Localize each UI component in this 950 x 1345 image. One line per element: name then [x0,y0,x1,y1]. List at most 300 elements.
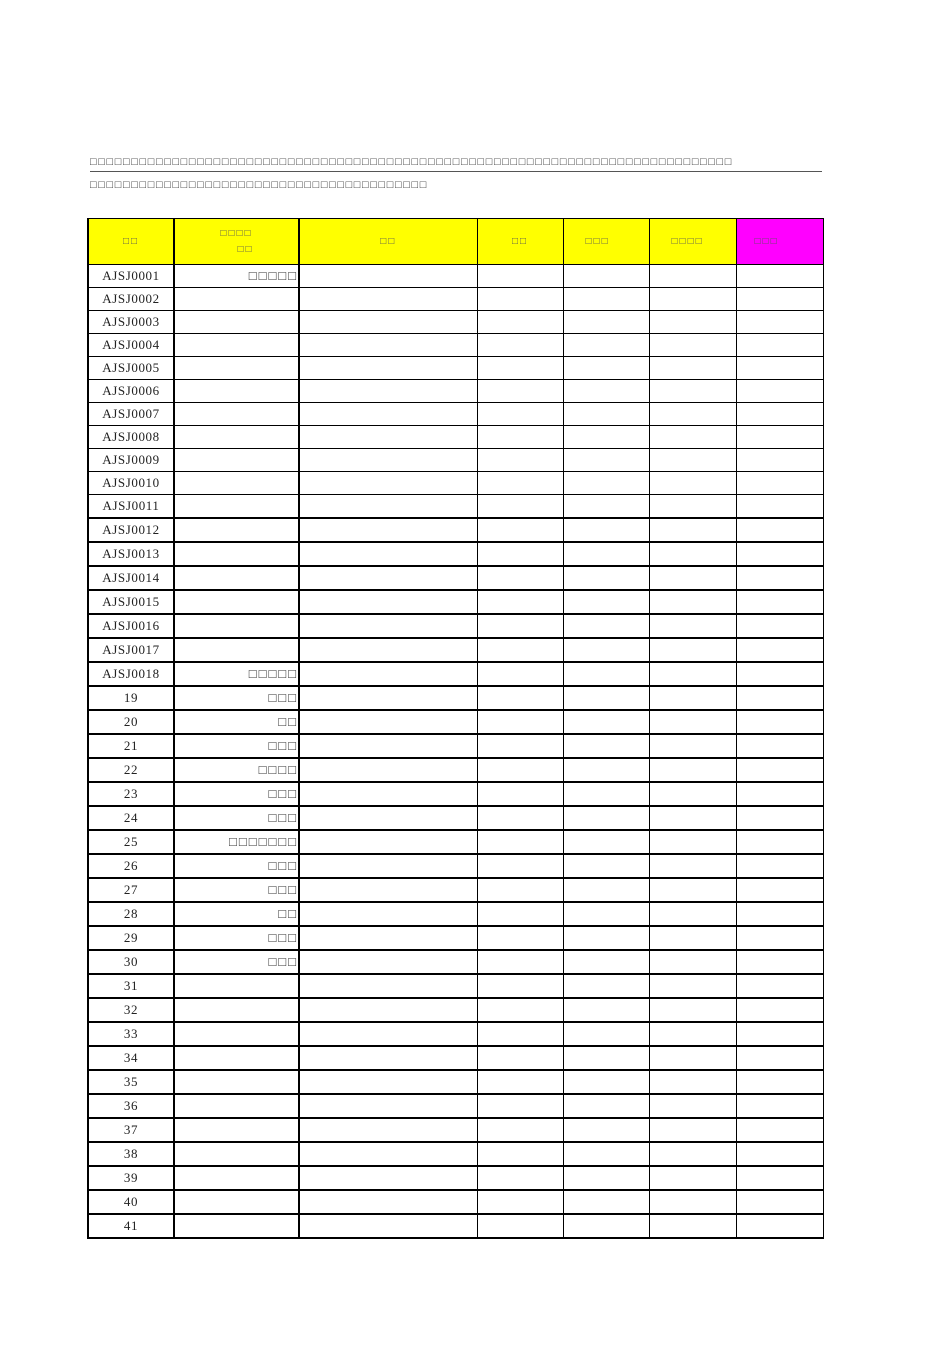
row-code-cell: AJSJ0006 [88,380,174,403]
row-category-cell: □□□□□□□ [174,830,299,854]
row-category-cell [174,311,299,334]
row-empty-cell [299,758,477,782]
row-empty-cell [649,590,736,614]
row-empty-cell [649,1118,736,1142]
header-col-1-label: □□ [122,236,140,247]
row-empty-cell [563,998,649,1022]
row-category-cell [174,334,299,357]
row-empty-cell [563,758,649,782]
row-empty-cell [563,1094,649,1118]
row-code-cell: 23 [88,782,174,806]
row-empty-cell [477,1070,563,1094]
table-row [88,830,823,854]
header-col-5-label: □□□ [585,236,610,247]
row-empty-cell [299,806,477,830]
header-col-2 [174,219,299,265]
row-code-cell: 22 [88,758,174,782]
row-empty-cell [736,1166,823,1190]
table-row [88,710,823,734]
row-code-cell: AJSJ0016 [88,614,174,638]
row-category-cell: □□□ [174,686,299,710]
row-empty-cell [299,311,477,334]
row-empty-cell [477,472,563,495]
header-col-7 [736,219,823,265]
row-empty-cell [736,614,823,638]
row-empty-cell [736,926,823,950]
row-category-cell: □□ [174,902,299,926]
row-empty-cell [477,449,563,472]
row-category-cell [174,974,299,998]
row-empty-cell [736,1046,823,1070]
row-category-cell [174,566,299,590]
row-empty-cell [299,614,477,638]
row-code-cell: 25 [88,830,174,854]
row-empty-cell [736,1142,823,1166]
table-row [88,357,823,380]
row-empty-cell [563,638,649,662]
row-empty-cell [563,686,649,710]
row-code-cell: 21 [88,734,174,758]
table-row [88,902,823,926]
row-category-cell [174,495,299,519]
row-empty-cell [299,1166,477,1190]
row-empty-cell [649,311,736,334]
row-empty-cell [563,403,649,426]
row-empty-cell [563,926,649,950]
row-empty-cell [563,662,649,686]
row-empty-cell [563,1166,649,1190]
row-empty-cell [477,357,563,380]
row-category-cell [174,614,299,638]
row-code-cell: 37 [88,1118,174,1142]
row-empty-cell [563,311,649,334]
row-code-cell: AJSJ0008 [88,426,174,449]
row-empty-cell [649,518,736,542]
row-empty-cell [563,426,649,449]
table-row [88,638,823,662]
row-code-cell: AJSJ0003 [88,311,174,334]
row-empty-cell [649,1214,736,1238]
row-empty-cell [649,334,736,357]
row-empty-cell [736,710,823,734]
row-empty-cell [649,878,736,902]
row-category-cell [174,1118,299,1142]
table-row [88,1166,823,1190]
row-category-cell [174,1094,299,1118]
row-empty-cell [477,1118,563,1142]
row-empty-cell [563,1046,649,1070]
row-empty-cell [736,1190,823,1214]
row-empty-cell [299,495,477,519]
row-empty-cell [649,357,736,380]
table-row [88,782,823,806]
row-empty-cell [736,806,823,830]
row-empty-cell [736,974,823,998]
row-empty-cell [477,590,563,614]
row-category-cell [174,1070,299,1094]
table-row [88,1118,823,1142]
table-row [88,542,823,566]
table-row [88,380,823,403]
row-category-cell [174,380,299,403]
row-category-cell [174,472,299,495]
row-empty-cell [299,380,477,403]
row-empty-cell [477,734,563,758]
table-row [88,806,823,830]
row-empty-cell [563,265,649,288]
row-category-cell [174,449,299,472]
row-empty-cell [299,662,477,686]
row-code-cell: 36 [88,1094,174,1118]
row-empty-cell [736,518,823,542]
row-empty-cell [649,1190,736,1214]
row-code-cell: AJSJ0012 [88,518,174,542]
row-empty-cell [563,288,649,311]
row-empty-cell [477,311,563,334]
row-empty-cell [299,357,477,380]
row-empty-cell [563,1118,649,1142]
row-empty-cell [477,902,563,926]
row-code-cell: 33 [88,1022,174,1046]
row-empty-cell [736,1022,823,1046]
row-empty-cell [736,734,823,758]
row-empty-cell [736,950,823,974]
row-empty-cell [299,830,477,854]
row-empty-cell [563,854,649,878]
row-empty-cell [736,878,823,902]
table-row [88,265,823,288]
table-row [88,311,823,334]
row-category-cell [174,998,299,1022]
row-empty-cell [563,710,649,734]
table-row [88,878,823,902]
table-body [88,265,823,1239]
table-row [88,403,823,426]
header-col-4 [477,219,563,265]
row-empty-cell [477,288,563,311]
row-empty-cell [563,830,649,854]
row-empty-cell [649,1022,736,1046]
row-empty-cell [299,403,477,426]
row-empty-cell [563,1214,649,1238]
row-empty-cell [477,782,563,806]
row-code-cell: AJSJ0018 [88,662,174,686]
row-empty-cell [477,334,563,357]
row-empty-cell [736,334,823,357]
row-category-cell [174,1166,299,1190]
row-empty-cell [477,710,563,734]
row-empty-cell [299,950,477,974]
row-empty-cell [736,542,823,566]
row-code-cell: 19 [88,686,174,710]
row-code-cell: 35 [88,1070,174,1094]
row-empty-cell [736,782,823,806]
row-empty-cell [563,495,649,519]
table-row [88,974,823,998]
table-row [88,566,823,590]
row-empty-cell [477,542,563,566]
row-code-cell: 20 [88,710,174,734]
table-row [88,518,823,542]
row-empty-cell [299,782,477,806]
row-empty-cell [736,403,823,426]
row-code-cell: AJSJ0009 [88,449,174,472]
row-empty-cell [299,902,477,926]
table-row [88,1070,823,1094]
row-empty-cell [736,902,823,926]
header-col-2-line-1: □□□□ [220,227,253,239]
data-table [87,218,824,1239]
row-empty-cell [477,403,563,426]
row-code-cell: 30 [88,950,174,974]
row-empty-cell [736,758,823,782]
row-category-cell [174,590,299,614]
row-empty-cell [299,686,477,710]
row-empty-cell [299,542,477,566]
row-code-cell: 34 [88,1046,174,1070]
row-code-cell: AJSJ0015 [88,590,174,614]
row-empty-cell [649,1166,736,1190]
row-empty-cell [736,998,823,1022]
row-empty-cell [477,1166,563,1190]
row-empty-cell [649,288,736,311]
row-empty-cell [649,265,736,288]
row-category-cell: □□□ [174,854,299,878]
table-row [88,686,823,710]
row-code-cell: 24 [88,806,174,830]
row-category-cell [174,426,299,449]
row-empty-cell [736,1214,823,1238]
row-empty-cell [649,1094,736,1118]
row-code-cell: AJSJ0001 [88,265,174,288]
row-empty-cell [299,1094,477,1118]
row-category-cell: □□□ [174,806,299,830]
row-empty-cell [477,950,563,974]
row-empty-cell [736,566,823,590]
row-empty-cell [649,614,736,638]
row-empty-cell [477,614,563,638]
row-empty-cell [649,403,736,426]
row-category-cell: □□□ [174,950,299,974]
header-row [88,219,823,265]
table-row [88,614,823,638]
table-row [88,854,823,878]
row-empty-cell [649,495,736,519]
row-empty-cell [563,380,649,403]
row-empty-cell [299,1022,477,1046]
row-empty-cell [299,1118,477,1142]
row-empty-cell [736,638,823,662]
row-empty-cell [299,854,477,878]
row-code-cell: AJSJ0011 [88,495,174,519]
row-empty-cell [299,974,477,998]
row-category-cell: □□□ [174,878,299,902]
header-col-6-label: □□□□ [671,236,704,247]
row-empty-cell [563,878,649,902]
row-empty-cell [563,449,649,472]
row-empty-cell [649,782,736,806]
table-row [88,662,823,686]
table-row [88,758,823,782]
row-empty-cell [477,854,563,878]
row-empty-cell [299,449,477,472]
notice-text [90,152,822,195]
row-empty-cell [563,734,649,758]
row-empty-cell [736,1118,823,1142]
row-empty-cell [477,1214,563,1238]
header-col-6 [649,219,736,265]
row-empty-cell [736,662,823,686]
row-empty-cell [299,1214,477,1238]
row-category-cell: □□□ [174,734,299,758]
table-row [88,926,823,950]
row-empty-cell [299,518,477,542]
row-empty-cell [477,518,563,542]
row-code-cell: 38 [88,1142,174,1166]
table-row [88,288,823,311]
row-code-cell: AJSJ0007 [88,403,174,426]
row-category-cell [174,1190,299,1214]
table-row [88,1022,823,1046]
row-empty-cell [477,1022,563,1046]
row-empty-cell [649,806,736,830]
row-code-cell: 41 [88,1214,174,1238]
row-category-cell: □□ [174,710,299,734]
row-empty-cell [649,902,736,926]
row-empty-cell [299,265,477,288]
row-empty-cell [299,472,477,495]
row-empty-cell [477,265,563,288]
row-empty-cell [563,518,649,542]
row-empty-cell [477,1094,563,1118]
row-empty-cell [736,449,823,472]
row-empty-cell [477,806,563,830]
table-row [88,1094,823,1118]
row-code-cell: AJSJ0004 [88,334,174,357]
row-empty-cell [649,686,736,710]
row-empty-cell [736,590,823,614]
row-empty-cell [563,472,649,495]
row-empty-cell [477,426,563,449]
header-col-3 [299,219,477,265]
row-empty-cell [563,614,649,638]
table-row [88,950,823,974]
row-code-cell: 27 [88,878,174,902]
header-col-3-label: □□ [380,236,397,247]
row-empty-cell [649,998,736,1022]
row-category-cell [174,357,299,380]
row-empty-cell [649,950,736,974]
row-category-cell [174,403,299,426]
row-category-cell [174,288,299,311]
row-category-cell [174,1046,299,1070]
row-empty-cell [736,1070,823,1094]
row-empty-cell [736,357,823,380]
header-col-7-label: □□□ [754,236,779,247]
row-empty-cell [563,542,649,566]
row-empty-cell [649,566,736,590]
row-empty-cell [563,974,649,998]
row-empty-cell [299,334,477,357]
row-empty-cell [736,1094,823,1118]
table-row [88,1214,823,1238]
header-col-2-label [175,226,298,258]
row-empty-cell [649,830,736,854]
row-category-cell [174,518,299,542]
row-empty-cell [477,878,563,902]
row-empty-cell [563,590,649,614]
row-empty-cell [649,449,736,472]
row-empty-cell [649,758,736,782]
row-empty-cell [563,357,649,380]
row-empty-cell [477,974,563,998]
row-empty-cell [299,288,477,311]
row-empty-cell [299,1142,477,1166]
row-code-cell: 40 [88,1190,174,1214]
header-col-2-line-2: □□ [237,243,254,255]
row-code-cell: AJSJ0013 [88,542,174,566]
table-row [88,590,823,614]
header-col-4-label: □□ [511,236,529,247]
row-category-cell [174,638,299,662]
row-empty-cell [649,1142,736,1166]
row-code-cell: AJSJ0014 [88,566,174,590]
row-empty-cell [477,758,563,782]
row-empty-cell [649,926,736,950]
row-empty-cell [477,686,563,710]
row-category-cell [174,1022,299,1046]
row-empty-cell [477,662,563,686]
row-empty-cell [736,830,823,854]
row-empty-cell [299,590,477,614]
row-empty-cell [477,998,563,1022]
row-empty-cell [563,950,649,974]
row-empty-cell [299,426,477,449]
row-empty-cell [299,878,477,902]
row-code-cell: 28 [88,902,174,926]
row-empty-cell [299,638,477,662]
row-empty-cell [649,854,736,878]
row-empty-cell [649,1046,736,1070]
row-empty-cell [736,686,823,710]
header-col-1 [88,219,174,265]
row-code-cell: AJSJ0017 [88,638,174,662]
table-row [88,734,823,758]
row-empty-cell [299,926,477,950]
row-category-cell: □□□□□ [174,662,299,686]
row-category-cell: □□□ [174,782,299,806]
row-empty-cell [299,1046,477,1070]
table-row [88,472,823,495]
notice-line-1: □□□□□□□□□□□□□□□□□□□□□□□□□□□□□□□□□□□□□□□□□□□□□□□□□□□□□□□□□□□□□□□□□□□□□□□□□□□□□□ [90,152,822,172]
table-row [88,1190,823,1214]
row-empty-cell [649,974,736,998]
row-category-cell [174,1142,299,1166]
row-empty-cell [649,472,736,495]
row-empty-cell [649,542,736,566]
row-category-cell [174,542,299,566]
row-code-cell: 32 [88,998,174,1022]
row-empty-cell [649,734,736,758]
row-empty-cell [736,854,823,878]
row-empty-cell [736,288,823,311]
row-code-cell: AJSJ0002 [88,288,174,311]
row-empty-cell [649,380,736,403]
table-row [88,1142,823,1166]
row-empty-cell [299,1070,477,1094]
notice-line-2: □□□□□□□□□□□□□□□□□□□□□□□□□□□□□□□□□□□□□□□□□ [90,179,429,191]
header-col-5 [563,219,649,265]
